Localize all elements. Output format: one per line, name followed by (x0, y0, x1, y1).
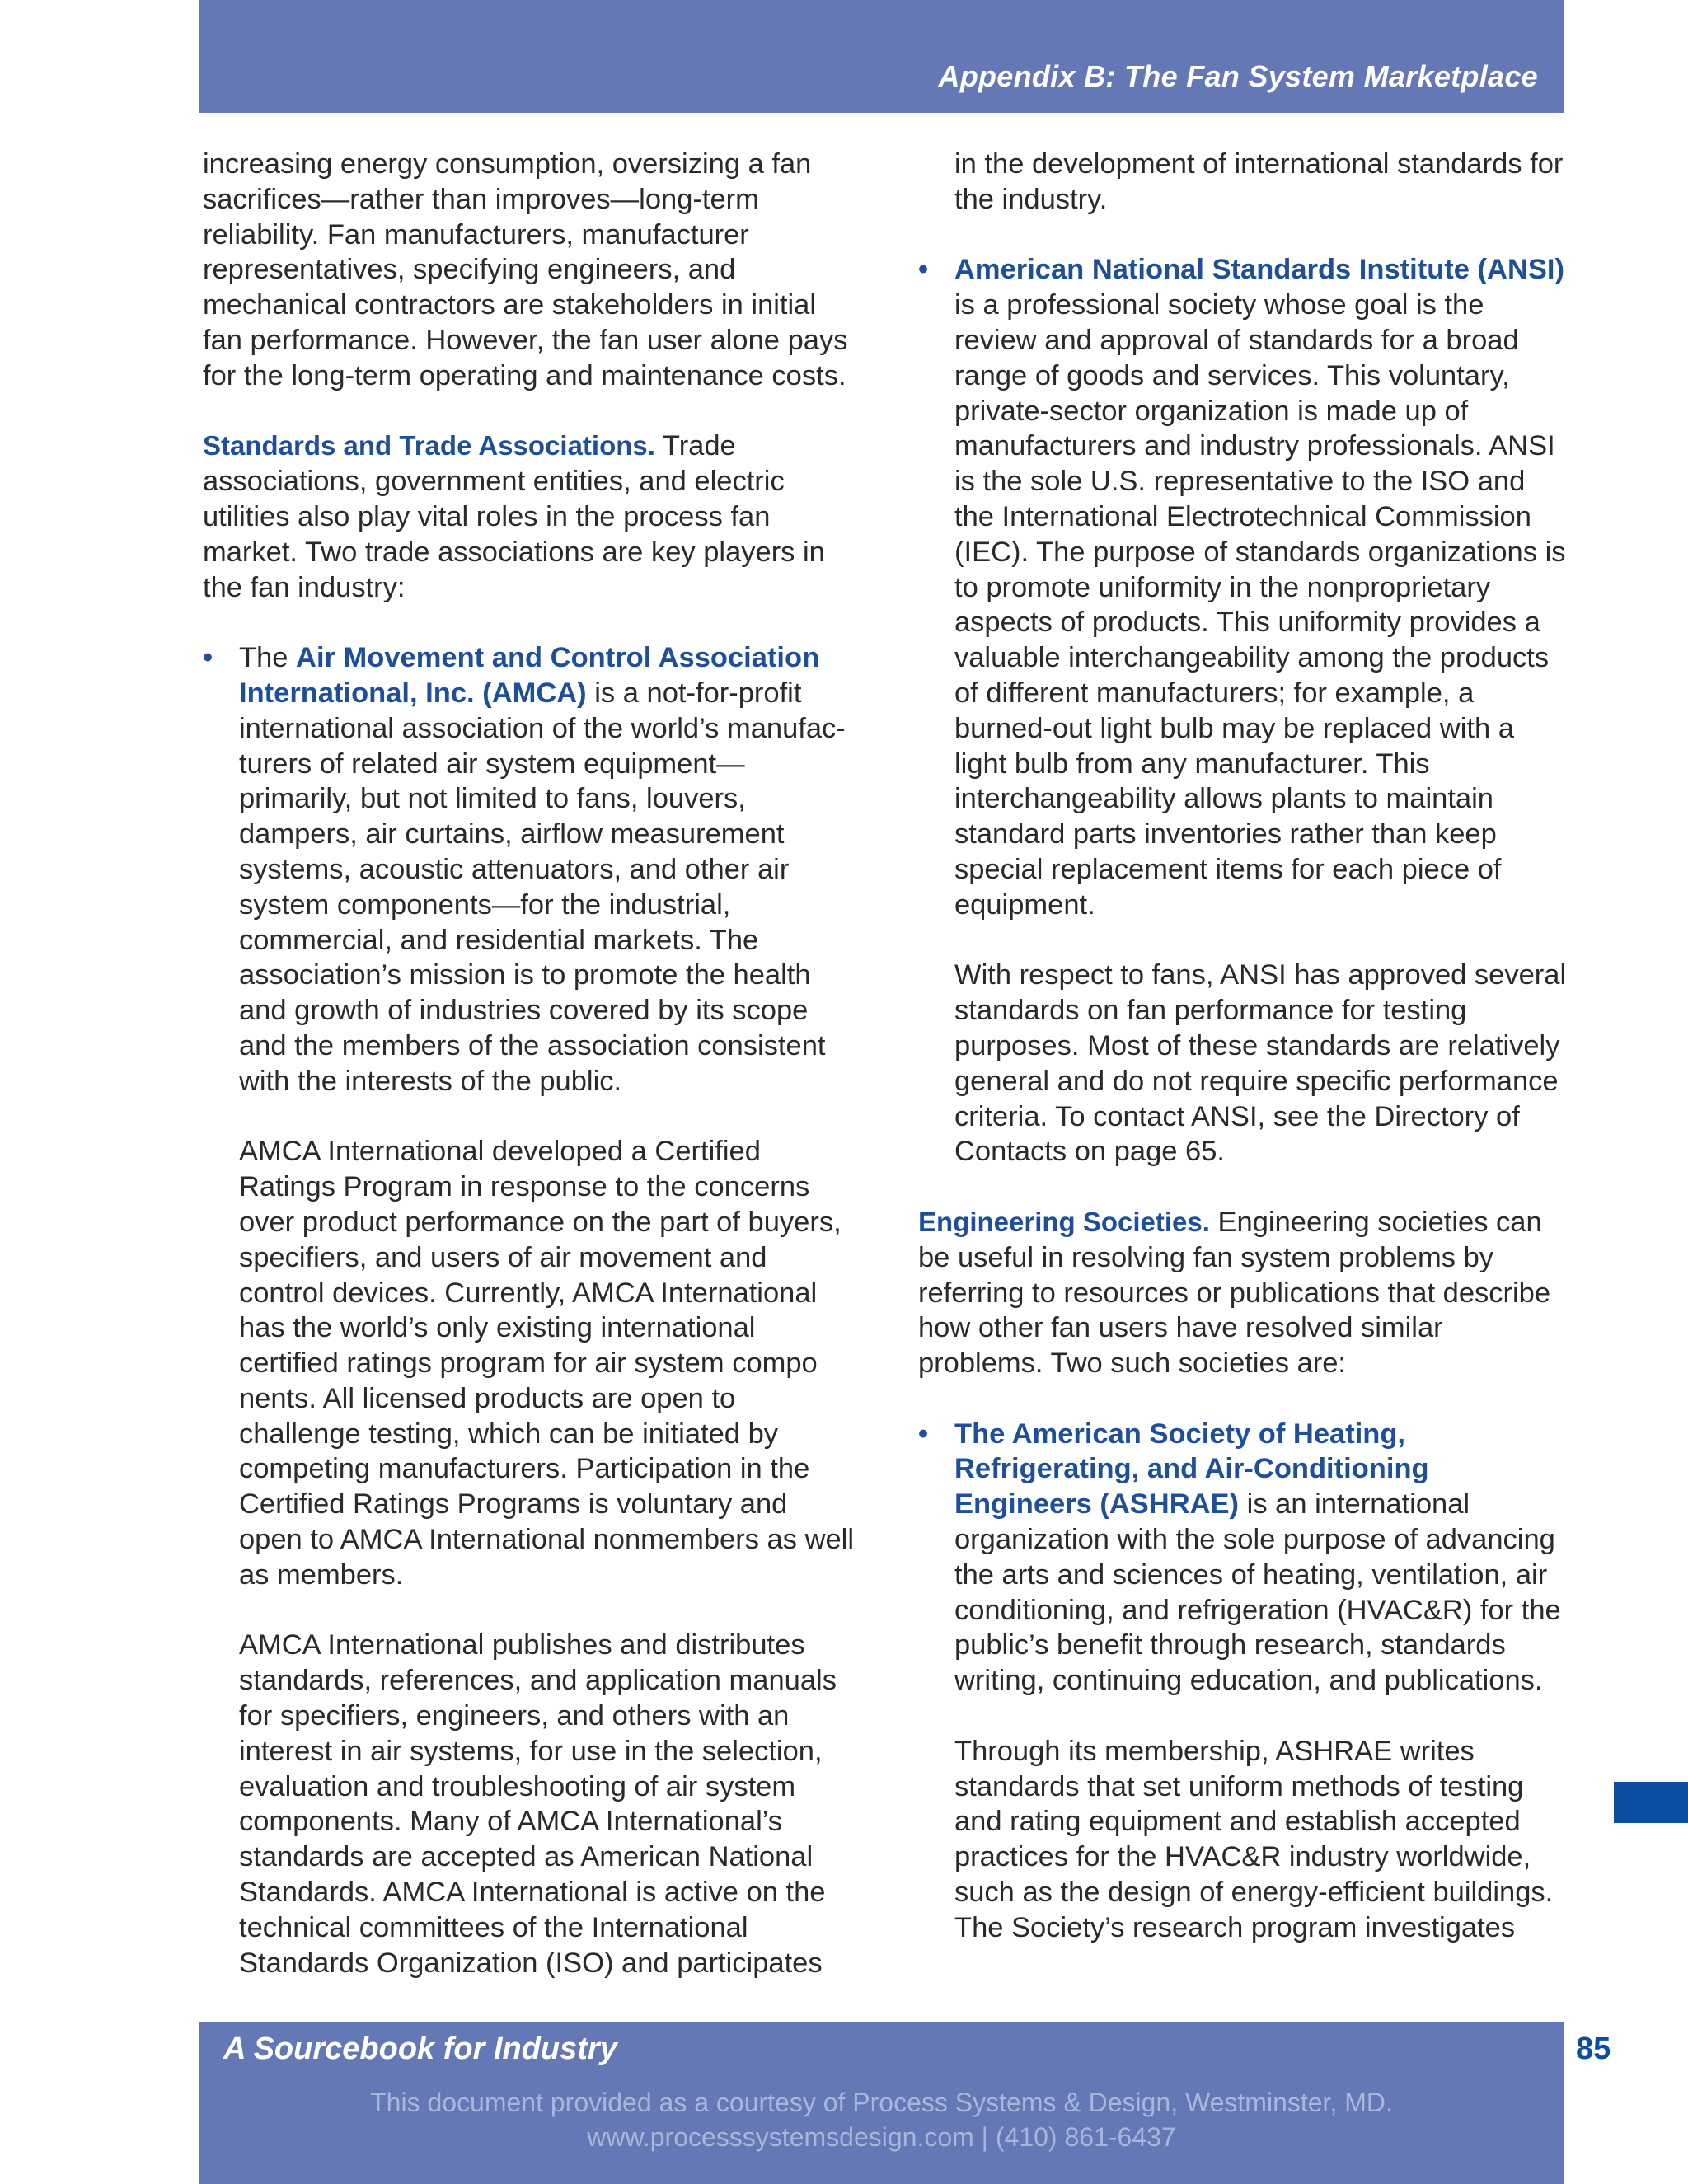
ansi-paragraph (954, 252, 1569, 922)
standards-paragraph (203, 429, 854, 605)
bullet-icon: • (918, 254, 929, 286)
engineering-text: Engineering societies can be useful in resolving fan system problems by referring to resources or publications that describe how other fan users have resolved similar problems. Two such societies are: (918, 1206, 1551, 1380)
right-column (918, 147, 1569, 1980)
engineering-heading: Engineering Societies. (918, 1206, 1210, 1237)
ashrae-paragraph (954, 1417, 1569, 1699)
amca-prefix: The (239, 642, 297, 674)
ansi-fans-paragraph: With respect to fans, ANSI has approved several standards on fan performance for testing purposes. Most of these standards are relatively general and do not require specific performance criteria. To contact ANSI, see the Directory of Contacts on page 65. (954, 959, 1567, 1168)
amca-ratings-paragraph: AMCA International developed a Certified Ratings Program in response to the concerns over product performance on the part of buyers, specifiers, and users of air movement and control devices. Currently, AMCA International has the world’s only existing international certified ratings program for air system compo nents. All licensed products are open to challenge testing, which can be initiated by competing manufacturers. Participation in the Certified Ratings Programs is voluntary and open to AMCA International nonmembers as well as members. (239, 1136, 854, 1591)
continued-paragraph: in the development of international standards for the industry. (954, 148, 1564, 215)
intro-paragraph: increasing energy consumption, oversizing a fan sacrifices—rather than improves—long-term reliability. Fan manufacturers, manufacturer representatives, specifying engineers, and mechanical contractors are stakeholders in initial fan performance. However, the fan user alone pays for the long-term operating and maintenance costs. (203, 148, 848, 391)
header-band (199, 0, 1564, 113)
footer-title: A Sourcebook for Industry (223, 2032, 617, 2066)
amca-description: is a not-for-profit international association of the world’s manufac-turers of related air system equipment—primarily, but not limited to fans, louvers, dampers, air curtains, airflow measurement systems, acoustic attenuators, and other air system components—for the industrial, commercial, and residential markets. The association’s mission is to promote the health and growth of industries covered by its scope and the members of the association consistent with the interests of the public. (239, 677, 846, 1097)
ansi-list-item (918, 252, 1569, 1169)
ansi-description: is a professional society whose goal is the review and approval of standards for a broad range of goods and services. This voluntary, private-sector organization is made up of manufacturers and industry professionals. ANSI is the sole U.S. representative to the ISO and the International Electrotechnical Commission (IEC). The purpose of standards organizations is to promote uniformity in the nonproprietary aspects of products. This uniformity provides a valuable interchangeability among the products of different manufacturers; for example, a burned-out light bulb may be replaced with a light bulb from any manufacturer. This interchangeability allows plants to maintain standard parts inventories rather than keep special replacement items for each piece of equipment. (954, 289, 1566, 921)
standards-text: Trade associations, government entities, and electric utilities also play vital roles in the process fan market. Two trade associations are key players in the fan industry: (203, 430, 825, 603)
amca-publications-paragraph: AMCA International publishes and distributes standards, references, and application manuals for specifiers, engineers, and others with an interest in air systems, for use in the selection, evaluation and troubleshooting of air system components. Many of AMCA International’s standards are accepted as American National Standards. AMCA International is active on the technical committees of the International Standards Organization (ISO) and participates (239, 1629, 837, 1979)
ashrae-org-name: The American Society of Heating, Refrigerating, and Air-Conditioning Engineers (ASHRAE) (954, 1418, 1429, 1521)
courtesy-line-2[interactable]: www.processsystemsdesign.com | (410) 861-6437 (587, 2122, 1176, 2152)
page-number: 85 (1576, 2032, 1611, 2066)
ansi-org-name: American National Standards Institute (ANSI) (954, 254, 1564, 286)
running-header-title: Appendix B: The Fan System Marketplace (938, 59, 1538, 93)
bullet-icon: • (203, 642, 213, 674)
standards-heading: Standards and Trade Associations. (203, 430, 655, 462)
amca-list-item (203, 640, 854, 1980)
bullet-icon: • (918, 1418, 929, 1450)
footer-band (199, 2022, 1564, 2184)
ashrae-list-item (918, 1417, 1569, 1946)
courtesy-line-1: This document provided as a courtesy of Process Systems & Design, Westminster, MD. (370, 2088, 1393, 2117)
amca-org-name: Air Movement and Control Association International, Inc. (AMCA) (239, 642, 820, 709)
amca-paragraph (239, 640, 854, 1099)
left-column (203, 147, 854, 2016)
engineering-paragraph (918, 1205, 1569, 1381)
side-tab-marker (1614, 1782, 1688, 1823)
ashrae-description: is an international organization with the sole purpose of advancing the arts and sciences of heating, ventilation, air conditioning, and refrigeration (HVAC&R) for the public’s benefit through research, standards writing, continuing education, and publications. (954, 1488, 1561, 1697)
ashrae-membership-paragraph: Through its membership, ASHRAE writes standards that set uniform methods of testing and rating equipment and establish accepted practices for the HVAC&R industry worldwide, such as the design of energy-efficient buildings. The Society’s research program investigates (954, 1735, 1554, 1943)
